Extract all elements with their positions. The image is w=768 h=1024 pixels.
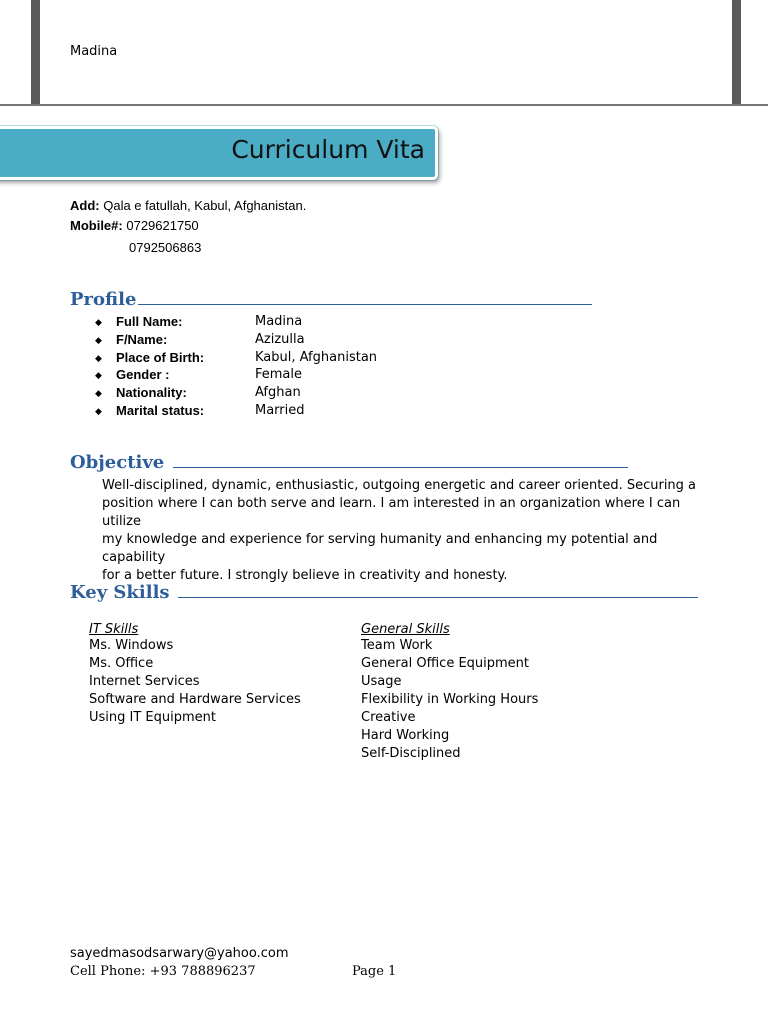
skill-item: Hard Working [361, 728, 450, 743]
objective-title-text: Objective [70, 452, 165, 473]
objective-paragraph [102, 477, 702, 585]
skill-item: Creative [361, 710, 416, 725]
profile-section-title [70, 289, 592, 310]
footer-page-number: Page 1 [352, 964, 397, 979]
profile-label: Place of Birth: [116, 350, 205, 365]
profile-value: Kabul, Afghanistan [255, 350, 378, 365]
mobile-value-2: 0792506863 [129, 240, 202, 255]
header-left-bar [31, 0, 40, 105]
footer-cell-phone: Cell Phone: +93 788896237 [70, 964, 256, 979]
skill-item: Software and Hardware Services [89, 692, 301, 707]
skill-item: Internet Services [89, 674, 200, 689]
skill-item: Usage [361, 674, 402, 689]
profile-label: Nationality: [116, 385, 187, 400]
skill-item: Self-Disciplined [361, 746, 461, 761]
diamond-bullet-icon: ◆ [95, 406, 102, 416]
skill-item: Ms. Office [89, 656, 154, 671]
skill-item: Ms. Windows [89, 638, 174, 653]
skill-item: Using IT Equipment [89, 710, 216, 725]
footer-email: sayedmasodsarwary@yahoo.com [70, 946, 289, 961]
header-divider [0, 104, 768, 106]
skill-item: General Office Equipment [361, 656, 530, 671]
title-banner [0, 126, 438, 180]
profile-value: Married [255, 403, 305, 418]
general-skills-heading: General Skills [361, 622, 450, 637]
header-name: Madina [70, 44, 118, 59]
it-skills-column [89, 622, 301, 727]
mobile-value-1: 0729621750 [126, 218, 199, 233]
profile-value: Madina [255, 314, 303, 329]
diamond-bullet-icon: ◆ [95, 353, 102, 363]
objective-line: Well-disciplined, dynamic, enthusiastic, outgoing energetic and career oriented. Securing a [102, 478, 697, 493]
address-line [70, 198, 306, 213]
skill-item: Team Work [361, 638, 433, 653]
profile-value: Female [255, 367, 303, 382]
address-value: Qala e fatullah, Kabul, Afghanistan. [103, 198, 307, 213]
diamond-bullet-icon: ◆ [95, 388, 102, 398]
diamond-bullet-icon: ◆ [95, 335, 102, 345]
profile-rule [138, 303, 592, 305]
header-right-bar [732, 0, 741, 105]
skills-title-text: Key Skills [70, 582, 170, 603]
mobile-label: Mobile#: [70, 218, 123, 233]
profile-label: Full Name: [116, 314, 183, 329]
objective-section-title [70, 452, 628, 473]
objective-rule [173, 466, 628, 468]
address-label: Add: [70, 198, 100, 213]
diamond-bullet-icon: ◆ [95, 370, 102, 380]
profile-label: F/Name: [116, 332, 168, 347]
objective-line: my knowledge and experience for serving humanity and enhancing my potential and capability [102, 532, 658, 565]
it-skills-heading: IT Skills [89, 622, 139, 637]
skill-item: Flexibility in Working Hours [361, 692, 539, 707]
objective-line: for a better future. I strongly believe in creativity and honesty. [102, 568, 508, 583]
profile-label: Gender : [116, 367, 170, 382]
banner-title: Curriculum Vita [231, 135, 425, 164]
general-skills-column [361, 622, 538, 763]
skills-section-title [70, 582, 698, 603]
diamond-bullet-icon: ◆ [95, 317, 102, 327]
profile-value: Afghan [255, 385, 301, 400]
skills-rule [178, 596, 698, 598]
profile-value: Azizulla [255, 332, 305, 347]
objective-line: position where I can both serve and learn. I am interested in an organization where I can utilize [102, 496, 681, 529]
profile-title-text: Profile [70, 289, 137, 310]
profile-label: Marital status: [116, 403, 205, 418]
mobile-line [70, 218, 199, 233]
